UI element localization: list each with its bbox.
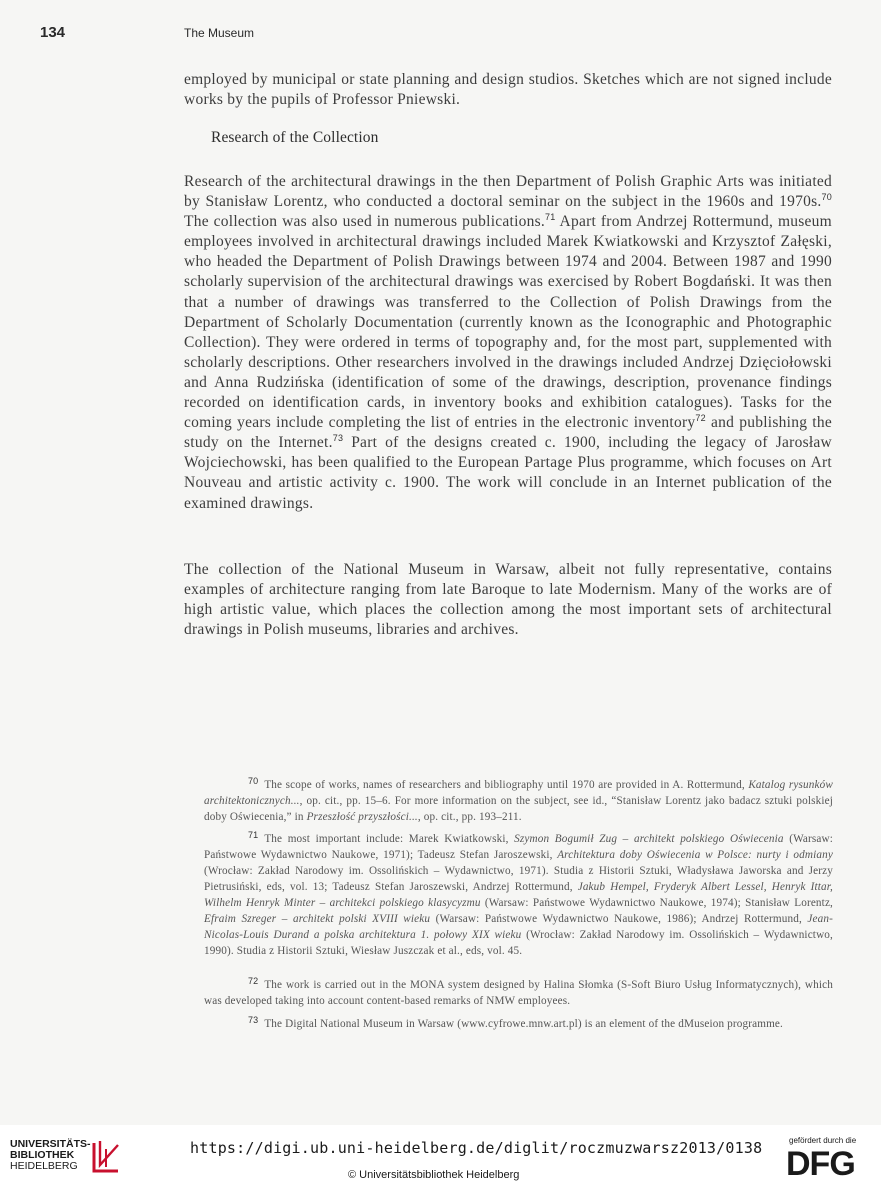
text-run: , op. cit., pp. 193–211.: [417, 811, 522, 823]
paragraph-continuation: employed by municipal or state planning and design studios. Sketches which are not signed include works by the pupils of Professor Pniewski.: [184, 71, 832, 109]
text-run: (Wrocław: Zakład Narodowy im. Ossolińskich – Wydawnictwo, 1971). Studia z Historii Sztuki, Władysława Jaworska and Jerzy Pietrusiński, eds, vol. 13; Tadeusz Stefan Jaroszewski, Andrzej Rottermund,: [204, 865, 833, 893]
italic-title: Efraim Szreger – architekt polski XVIII wieku: [204, 913, 431, 925]
footnote-number: 73: [248, 1015, 259, 1025]
footnote-73: [204, 1012, 833, 1032]
text-run: The collection was also used in numerous publications.: [184, 213, 546, 231]
library-name-line: UNIVERSITÄTS-: [10, 1138, 91, 1150]
dfg-logo[interactable]: DFG: [786, 1145, 855, 1183]
italic-title: Szymon Bogumił Zug – architekt polskiego Oświecenia: [514, 833, 784, 845]
library-name-line: BIBLIOTHEK: [10, 1149, 75, 1161]
italic-title: Architektura doby Oświecenia w Polsce: nurty i odmiany: [557, 849, 834, 861]
italic-title: Jean-Nicolas-Louis Durand a polska architektura 1. połowy XIX wieku: [204, 913, 833, 941]
italic-title: Przeszłość przyszłości...: [306, 811, 418, 823]
text-run: (Warsaw: Państwowe Wydawnictwo Naukowe, 1974); Stanisław Lorentz,: [480, 897, 834, 909]
text-run: (Wrocław: Zakład Narodowy im. Ossolińskich – Wydawnictwo, 1990). Studia z Historii Sztuki, Wiesław Juszczak et al., eds, vol. 45.: [204, 929, 833, 957]
footnote-ref-73[interactable]: 73: [332, 433, 344, 444]
italic-title: Jakub Hempel, Fryderyk Albert Lessel, Henryk Ittar, Wilhelm Henryk Minter – architekci polskiego klasycyzmu: [204, 881, 834, 909]
footnote-72: [204, 973, 833, 1009]
footnote-number: 72: [248, 976, 259, 986]
funding-label: gefördert durch die: [789, 1136, 857, 1145]
copyright-notice: © Universitätsbibliothek Heidelberg: [348, 1169, 520, 1181]
text-run: The Digital National Museum in Warsaw (www.cyfrowe.mnw.art.pl) is an element of the dMuseion programme.: [264, 1018, 783, 1030]
text-run: Apart from Andrzej Rottermund, museum employees involved in architectural drawings included Marek Kwiatkowski and Krzysztof Załęski, who headed the Department of Polish Drawings between 1974 and 2004. Between 1987 and 1990 scholarly supervision of the architectural drawings was exercised by Robert Bogdański. It was then that a number of drawings was transferred to the Collection of Polish Drawings from the Department of Scholarly Documentation (currently known as the Iconographic and Photographic Collection). They were ordered in terms of topography and, for the most part, supplemented with scholarly descriptions. Other researchers involved in the drawings included Andrzej Dzięciołowski and Anna Rudzińska (identification of some of the drawings, description, provenance findings recorded on identification cards, in inventory books and exhibition catalogues). Tasks for the coming years include completing the list of entries in the electronic inventory: [184, 213, 832, 432]
footnote-number: 70: [248, 776, 259, 786]
library-logo-icon: [88, 1137, 122, 1177]
text-run: , op. cit., pp. 15–6. For more information on the subject, see id., “Stanisław Lorentz jako badacz sztuki polskiej doby Oświecenia,” in: [204, 795, 833, 823]
page-number: 134: [40, 24, 66, 41]
running-head: The Museum: [184, 26, 255, 40]
footnote-ref-71[interactable]: 71: [545, 212, 556, 223]
text-run: The most important include: Marek Kwiatkowski,: [264, 833, 515, 845]
italic-title: Katalog rysunków architektonicznych...: [204, 779, 833, 807]
library-logo-text[interactable]: [10, 1139, 91, 1172]
library-name-line: HEIDELBERG: [10, 1160, 78, 1172]
footnote-71: [204, 827, 833, 959]
footnote-70: [204, 773, 833, 825]
section-heading: Research of the Collection: [211, 129, 379, 146]
text-run: The work is carried out in the MONA system designed by Halina Słomka (S-Soft Biuro Usług Informatycznych), which was developed taking into account content-based remarks of NMW employees.: [204, 979, 833, 1007]
paragraph-research: [184, 172, 832, 514]
text-run: and publishing the study on the Internet.: [184, 414, 832, 452]
footnote-ref-70[interactable]: 70: [821, 192, 832, 203]
text-run: The scope of works, names of researchers and bibliography until 1970 are provided in A. Rottermund,: [264, 779, 749, 791]
text-run: Research of the architectural drawings in the then Department of Polish Graphic Arts was initiated by Stanisław Lorentz, who conducted a doctoral seminar on the subject in the 1960s and 1970s.: [184, 173, 832, 211]
text-run: Part of the designs created c. 1900, including the legacy of Jarosław Wojciechowski, has been qualified to the European Partage Plus programme, which focuses on Art Nouveau and artistic activity c. 1900. The work will conclude in an Internet publication of the examined drawings.: [184, 434, 832, 512]
permalink-url[interactable]: https://digi.ub.uni-heidelberg.de/diglit/roczmuzwarsz2013/0138: [190, 1139, 763, 1157]
text-run: (Warsaw: Państwowe Wydawnictwo Naukowe, 1971); Tadeusz Stefan Jaroszewski,: [204, 833, 834, 861]
viewer-footer: [0, 1125, 881, 1191]
footnote-number: 71: [248, 830, 259, 840]
paragraph-collection: The collection of the National Museum in Warsaw, albeit not fully representative, contains examples of architecture ranging from late Baroque to late Modernism. Many of the works are of high artistic value, which places the collection among the most important sets of architectural drawings in Polish museums, libraries and archives.: [184, 561, 832, 639]
footnote-ref-72[interactable]: 72: [695, 413, 706, 424]
text-run: (Warsaw: Państwowe Wydawnictwo Naukowe, 1986); Andrzej Rottermund,: [430, 913, 808, 925]
